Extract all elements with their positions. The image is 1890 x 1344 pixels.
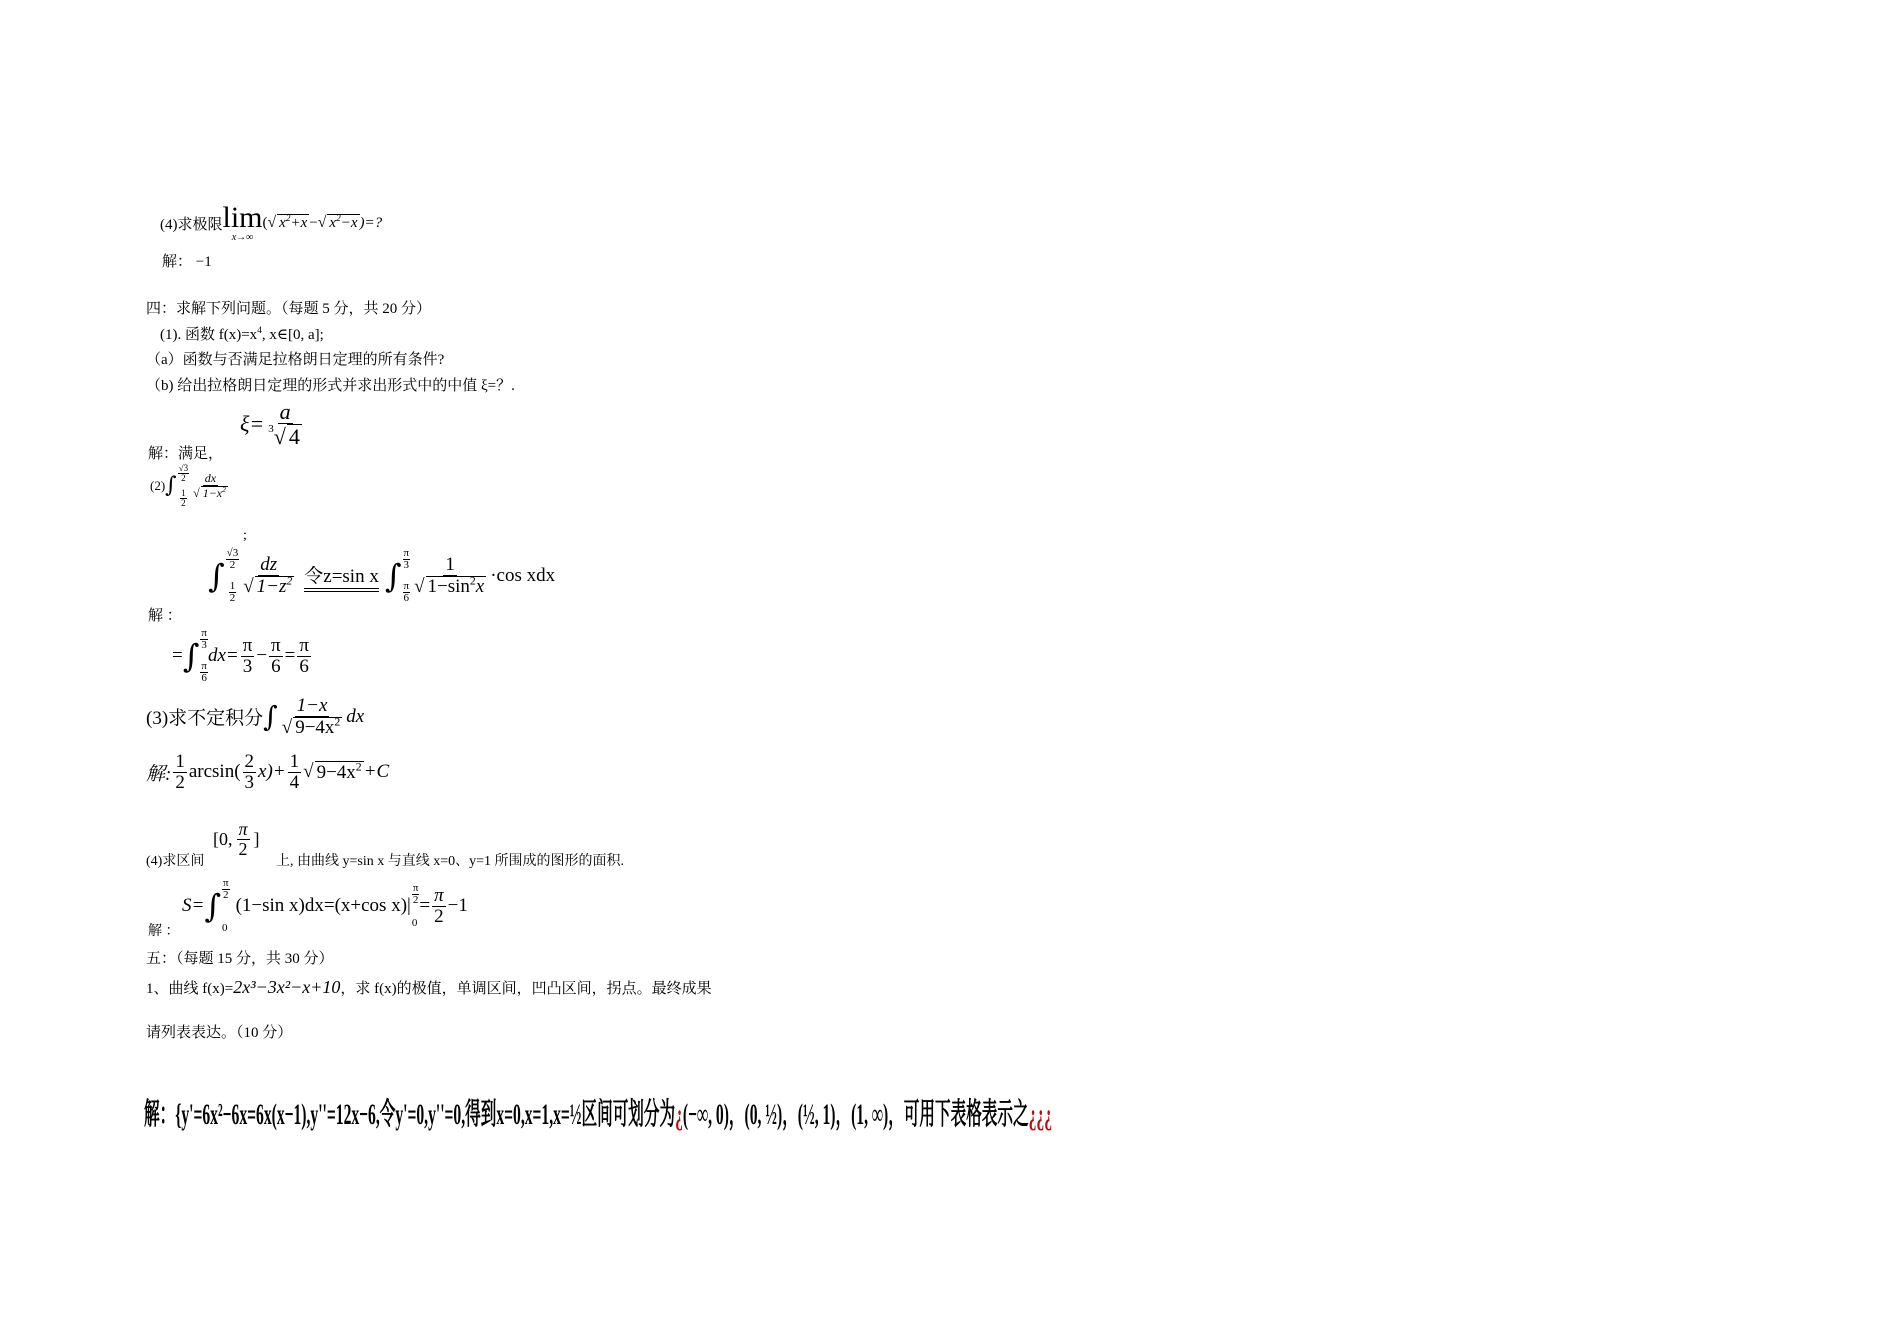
sol2-lo2-num: π [403,580,410,592]
ans4-up-den: 2 [223,889,229,901]
q4-interval-close: ] [253,828,260,849]
q2-up-num: √3 [178,463,189,473]
sqrt-icon: √ [303,761,314,783]
xi-den [266,424,304,448]
s5-solution-compressed [144,1080,1053,1150]
q2-den-pow: 2 [222,485,226,494]
sol2-frac2-den-text: 1−sin [427,576,470,597]
limit-close: )=? [359,214,383,231]
sol2-limits-2 [403,548,411,604]
sol2-frac2-den-pow: 2 [469,574,476,588]
q4-text: 上, 由曲线 y=sin x 与直线 x=0、y=1 所围成的图形的面积. [276,854,625,869]
line2-lo-num: π [201,660,207,672]
s5-solution-garble-2: ¿¿¿ [1028,1098,1053,1131]
sqrt-icon: √ [317,214,327,231]
ans4-mid: (1−sin x)dx=(x+cos x)| [235,895,411,916]
line2-up-num: π [201,627,207,639]
q1-pre: (1). 函数 f(x)=x [160,327,258,343]
q3-label: (3)求不定积分 [146,708,264,730]
ans3-rad-pow: 2 [355,760,362,774]
ans4-tail: −1 [447,895,468,916]
ans3-q-num: 1 [289,751,300,772]
equals-bar [304,588,379,592]
q4-interval-frac [237,820,250,859]
q2-num: dx [204,471,217,486]
q4-label: (4)求区间 [146,854,205,869]
s5-q1-post: ，求 f(x)的极值，单调区间，凹凸区间，拐点。最终成果 [340,981,712,997]
q4-interval [213,820,260,859]
q1-post: , x∈[0, a]; [261,327,324,343]
ans3-q-den: 4 [289,771,300,793]
ans3-two-thirds [243,752,257,793]
line2-b-num: π [271,634,281,656]
sol2-den-text: 1−z [256,576,287,597]
q1-part-a: （a）函数与否满足拉格朗日定理的所有条件? [146,352,445,368]
ans4-result-frac [432,886,446,927]
ans4-bar-up-den: 2 [412,894,419,906]
integral-icon: ∫ [208,557,225,595]
ans4-bar-up-num: π [412,882,419,894]
sol2-up2-num: π [403,547,410,559]
q2-solution-line2 [172,628,313,684]
sol2-frac2-num: 1 [445,554,455,576]
sol2-upper-1 [226,548,240,571]
ans3-quarter [288,752,302,793]
substitution-text: 令z=sin x [304,565,379,587]
cube-root-icon: √ [273,424,286,450]
sq2-pow: 2 [336,214,341,224]
sol2-up1-den: 2 [229,559,236,571]
sq2-rest: −x [340,215,358,231]
xi-root-index: 3 [268,423,274,436]
line2-minus: − [256,645,268,666]
q2-lower [178,489,189,508]
sqrt-icon: √ [414,576,425,597]
ans3-half-den: 2 [175,771,185,793]
integral-icon: ∫ [182,637,200,675]
ans3-half-num: 1 [175,751,185,772]
q1-pow: 4 [257,326,262,336]
line2-a-den: 3 [242,655,253,677]
q3-frac [280,696,345,738]
q2-lo-den: 2 [181,498,186,508]
line2-frac-c [297,636,311,677]
ans4-upper [222,878,230,901]
q2-label: (2) [150,478,166,493]
line2-upper [200,628,208,651]
s5-q1-pre: 1、曲线 f(x)= [146,981,234,997]
q3-den [280,717,345,738]
sqrt-icon: √ [281,716,293,738]
ans3-23-num: 2 [244,751,255,772]
sol2-frac2-den [412,576,488,597]
line2-lower [200,661,208,684]
s5-q1-line2: 请列表表达。（10 分） [146,1025,293,1041]
s5-solution-intervals: (−∞, 0)，(0, ½)，(½, 1)，(1, ∞)，可用下表格表示之 [682,1098,1029,1131]
line2-frac-a [241,636,255,677]
sqrt-icon: √ [193,486,200,500]
ans4-res-den: 2 [434,905,444,927]
integral-icon: ∫ [204,887,221,925]
ans4-bar-limits [412,883,420,929]
q2-den [191,486,230,500]
limit-open: ( [262,214,268,231]
q3-statement [146,696,364,738]
ans4-limits [222,878,230,934]
sq2-var: x [329,215,337,231]
sol2-frac2-den-x: x [475,576,485,597]
q3-den-pow: 2 [334,715,341,729]
ans4-eq: = [419,895,431,916]
q2-semicolon: ; [243,528,247,543]
sol2-upper-2 [403,548,411,571]
line2-frac-b [269,636,283,677]
lim-operator [223,203,263,243]
q2-limits [178,464,189,508]
s5-solution-main: 解：{y'=6x²−6x=6x(x−1),y''=12x−6,令y'=0,y''=0,得到x=0,x=1,x=½区间可划分为 [144,1098,676,1131]
ans4-up-num: π [223,877,229,889]
q3-dx: dx [346,705,365,727]
xi-lhs: ξ= [240,411,265,437]
line2-c-num: π [299,634,309,656]
sol2-up1-num: √3 [226,547,239,559]
q4-answer-label: 解 ： [148,924,180,939]
line2-limits [200,628,208,684]
sol2-lower-2 [403,581,411,604]
limit-answer: 解： −1 [162,254,212,270]
sqrt-term-1 [277,214,309,232]
s5-solution-garble-1: ¿ [675,1098,683,1131]
lim-subscript: x→∞ [231,232,254,243]
sqrt-term-2 [327,214,359,232]
ans4-bar-lo: 0 [411,917,418,929]
line2-eq: = [172,645,183,666]
xi-num: a [279,399,291,424]
limit-label: (4)求极限 [160,216,223,233]
lim-text: lim [222,201,263,234]
sol2-lower-1 [226,581,240,604]
q3-den-text: 9−4x [295,716,335,738]
sq1-pow: 2 [285,214,291,224]
ans3-x: x)+ [258,761,286,783]
sol2-tail: ·cos xdx [490,565,556,586]
line2-lo-den: 6 [201,672,207,684]
s5-q1 [146,977,712,998]
q3-answer-label: 解: [146,763,172,785]
q2-up-den: 2 [181,473,186,483]
sol2-lo2-den: 6 [403,592,410,604]
integral-icon: ∫ [384,557,402,595]
sqrt-icon: √ [243,576,254,597]
ans3-arcsin: arcsin( [188,761,241,783]
ans3-half [173,752,187,793]
sol2-up2-den: 3 [403,559,410,571]
section-4-heading: 四：求解下列问题。（每题 5 分，共 20 分） [146,301,432,317]
line2-up-den: 3 [201,639,207,651]
ans4-res-num: π [434,884,444,906]
sol2-den-1 [241,576,296,597]
q1-answer-label: 解：满足， [148,446,224,462]
q2-den-text: 1−x [202,486,223,500]
ans4-bar-upper [412,883,420,906]
ans4-S: S= [182,895,205,916]
limit-problem [160,198,382,248]
sol2-frac-2 [412,555,488,597]
substitution [304,561,379,592]
ans4-lo: 0 [222,922,228,934]
s5-solution-line [144,1080,1052,1150]
q3-num: 1−x [296,695,328,716]
q3-answer [146,752,389,793]
ans3-C: +C [363,761,390,783]
integral-icon: ∫ [263,699,278,733]
ans3-23-den: 3 [244,771,255,793]
q1-part-b: （b) 给出拉格朗日定理的形式并求出形式中的中值 ξ=？. [146,378,515,394]
s5-q1-formula: 2x³−3x²−x+10 [233,977,341,997]
sqrt-icon: √ [267,214,277,231]
sol2-limits-1 [226,548,240,604]
sq1-var: x [279,215,286,231]
sol2-frac-1 [241,555,296,597]
sol2-lo1-den: 2 [229,592,236,604]
sq1-rest: +x [290,215,308,231]
q2-lo-num: 1 [181,488,186,498]
sol2-dz: dz [260,554,278,576]
xi-radicand: 4 [288,424,300,450]
q2-upper [178,464,189,483]
q2-statement [150,464,232,508]
line2-c-den: 6 [299,655,309,677]
q2-solution-label: 解 ： [148,608,182,624]
q1-statement [160,323,324,344]
sol2-lo1-num: 1 [229,580,236,592]
line2-b-den: 6 [271,655,281,677]
line2-dx: dx= [207,645,239,666]
xi-fraction [266,400,304,448]
xi-formula [240,400,306,448]
section-5-heading: 五：（每题 15 分，共 30 分） [146,951,334,967]
q4-interval-num: π [238,819,248,839]
q2-solution-line1 [208,548,555,604]
q2-integrand [191,472,230,499]
line2-a-num: π [242,634,253,656]
sol2-den-pow: 2 [286,574,293,588]
limit-minus: − [309,214,318,231]
line2-eq2: = [284,645,296,666]
integral-icon: ∫ [165,473,177,498]
q4-interval-open: [0, [213,828,233,849]
q4-answer [182,878,468,934]
q4-interval-den: 2 [238,838,248,859]
ans3-rad: 9−4x [316,761,356,783]
